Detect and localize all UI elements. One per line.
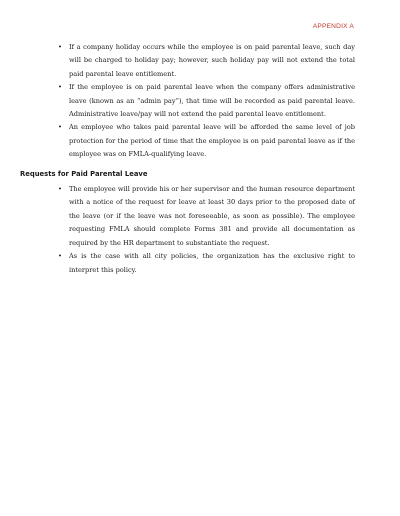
bullet-icon: •	[58, 43, 62, 51]
bullet-icon: •	[58, 83, 62, 92]
bullet-icon: •	[58, 185, 62, 194]
appendix-label: APPENDIX A	[312, 23, 354, 30]
list-item-text: The employee will provide his or her supervisor and the human resource department with a notice of the request for leave at least 30 days prior to the proposed date of the leave (or if the leave was not foreseeable, as soon as possible). The employee requesting FMLA should complete Forms 381 and provide all documentation as required by the HR department to substantiate the request.	[69, 185, 355, 247]
requests-list	[47, 183, 355, 277]
list-item-text: An employee who takes paid parental leave will be afforded the same level of job protection for the period of time that the employee is on paid parental leave as if the employee was on FMLA-qualifying leave.	[69, 123, 355, 159]
list-item-text: If a company holiday occurs while the employee is on paid parental leave, such day will be charged to holiday pay; however, such holiday pay will not extend the total paid parental leave entitlement.	[69, 43, 355, 78]
list-item	[47, 121, 355, 161]
list-item	[47, 183, 355, 250]
document-body	[20, 41, 355, 277]
bullet-icon: •	[58, 123, 62, 132]
list-item	[47, 250, 355, 277]
list-item-text: If the employee is on paid parental leave when the company offers administrative leave (known as an “admin pay”), that time will be recorded as paid parental leave. Administrative leave/pay will not extend the paid parental leave entitlement.	[69, 83, 355, 119]
section-heading: Requests for Paid Parental Leave	[20, 169, 148, 178]
list-item	[47, 41, 355, 81]
leave-policy-list	[47, 41, 355, 162]
list-item	[47, 81, 355, 121]
list-item-text: As is the case with all city policies, the organization has the exclusive right to interpret this policy.	[69, 252, 355, 274]
bullet-icon: •	[58, 252, 62, 261]
